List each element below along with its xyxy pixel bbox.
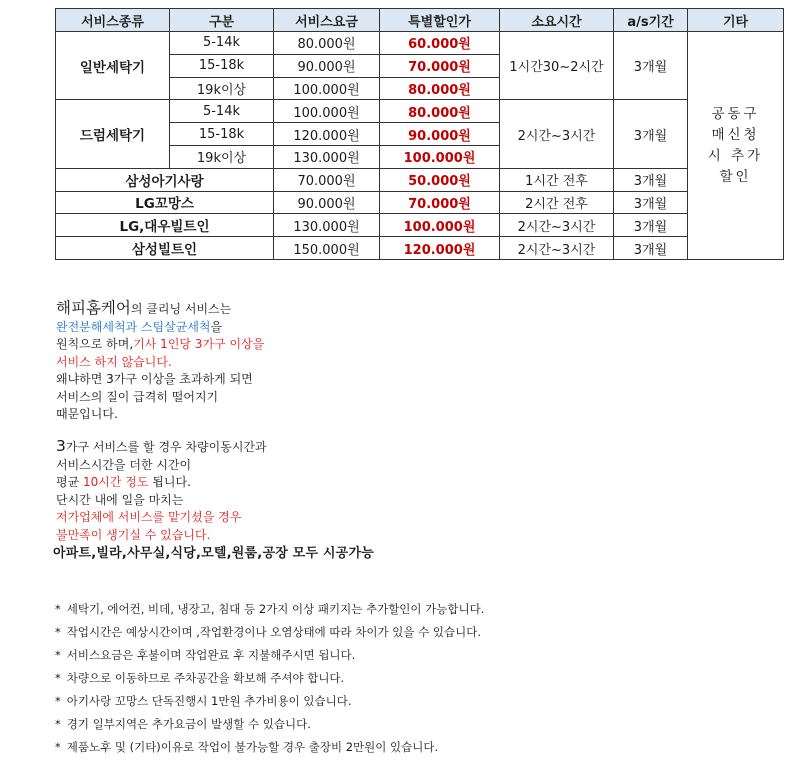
- asterisk-bullet: *: [55, 648, 61, 662]
- table-row: [56, 100, 784, 123]
- discount-cell: 70.000원: [380, 191, 500, 214]
- etc-cell: [688, 32, 784, 260]
- category-cell: 삼성아기사랑: [56, 168, 274, 191]
- size-cell: 15-18k: [170, 54, 274, 77]
- category-cell: 드럼세탁기: [56, 100, 170, 168]
- intro-paragraph: 해피홈케어의 클리닝 서비스는 완전분해세척과 스팀살균세척을 원칙으로 하며,기사 1인당 3가구 이상을 서비스 하지 않습니다. 왜냐하면 3가구 이상을 초과하게 되면 서비스의 질이 급격히 떨어지기 때문입니다.: [56, 299, 265, 421]
- category-cell: 일반세탁기: [56, 32, 170, 100]
- discount-cell: 120.000원: [380, 237, 500, 260]
- header-price: 서비스요금: [274, 9, 380, 32]
- as-period-cell: 3개월: [614, 191, 688, 214]
- asterisk-bullet: *: [55, 740, 61, 754]
- list-item: * 차량으로 이동하므로 주차공간을 확보해 주셔야 합니다.: [55, 671, 345, 685]
- header-as-period: a/s기간: [614, 9, 688, 32]
- category-cell: LG꼬망스: [56, 191, 274, 214]
- as-period-cell: 3개월: [614, 100, 688, 168]
- discount-cell: 100.000원: [380, 145, 500, 168]
- asterisk-bullet: *: [55, 671, 61, 685]
- highlight-red: 10시간 정도: [83, 475, 149, 489]
- table-header-row: [56, 9, 784, 32]
- table-row: [56, 191, 784, 214]
- category-cell: LG,대우빌트인: [56, 214, 274, 237]
- as-period-cell: 3개월: [614, 237, 688, 260]
- discount-cell: 80.000원: [380, 77, 500, 100]
- header-service-type: 서비스종류: [56, 9, 170, 32]
- header-size: 구분: [170, 9, 274, 32]
- table-row: [56, 237, 784, 260]
- table-row: [56, 168, 784, 191]
- highlight-red: 저가업체에 서비스를 맡기셨을 경우: [56, 510, 242, 524]
- price-cell: 150.000원: [274, 237, 380, 260]
- notes-list: [55, 598, 484, 759]
- discount-cell: 60.000원: [380, 32, 500, 55]
- list-item: * 서비스요금은 후불이며 작업완료 후 지불해주시면 됩니다.: [55, 648, 356, 662]
- table-row: [56, 32, 784, 55]
- discount-cell: 70.000원: [380, 54, 500, 77]
- size-cell: 5-14k: [170, 32, 274, 55]
- size-cell: 19k이상: [170, 77, 274, 100]
- list-item: * 세탁기, 에어컨, 비데, 냉장고, 침대 등 2가지 이상 패키지는 추가할인이 가능합니다.: [55, 602, 485, 616]
- header-discount: 특별할인가: [380, 9, 500, 32]
- list-item: * 제품노후 및 (기타)이유로 작업이 불가능할 경우 출장비 2만원이 있습니다.: [55, 740, 439, 754]
- price-table: [55, 8, 784, 260]
- category-cell: 삼성빌트인: [56, 237, 274, 260]
- etc-line: 시 추가: [707, 147, 764, 164]
- size-cell: 15-18k: [170, 123, 274, 146]
- etc-line: 할인: [719, 168, 752, 185]
- duration-cell: 2시간~3시간: [500, 100, 614, 168]
- etc-line: 공동구: [711, 105, 760, 122]
- duration-cell: 2시간 전후: [500, 191, 614, 214]
- list-item: * 작업시간은 예상시간이며 ,작업환경이나 오염상태에 따라 차이가 있을 수 있습니다.: [55, 625, 482, 639]
- list-item: * 경기 일부지역은 추가요금이 발생할 수 있습니다.: [55, 717, 311, 731]
- price-cell: 90.000원: [274, 54, 380, 77]
- asterisk-bullet: *: [55, 625, 61, 639]
- discount-cell: 90.000원: [380, 123, 500, 146]
- time-paragraph: 3가구 서비스를 할 경우 차량이동시간과 서비스시간을 더한 시간이 평균 10시간 정도 됩니다. 단시간 내에 일을 마치는 저가업체에 서비스를 맡기셨을 경우 불만족이 생기실 수 있습니다.: [56, 438, 267, 544]
- discount-cell: 50.000원: [380, 168, 500, 191]
- asterisk-bullet: *: [55, 602, 61, 616]
- discount-cell: 80.000원: [380, 100, 500, 123]
- price-cell: 130.000원: [274, 145, 380, 168]
- highlight-red: 서비스 하지 않습니다.: [56, 354, 172, 369]
- price-cell: 100.000원: [274, 77, 380, 100]
- duration-cell: 2시간~3시간: [500, 237, 614, 260]
- price-cell: 130.000원: [274, 214, 380, 237]
- list-item: * 아기사랑 꼬망스 단독진행시 1만원 추가비용이 있습니다.: [55, 694, 352, 708]
- venues-line: 아파트,빌라,사무실,식당,모텔,원룸,공장 모두 시공가능: [53, 546, 374, 561]
- size-cell: 5-14k: [170, 100, 274, 123]
- header-etc: 기타: [688, 9, 784, 32]
- highlight-red: 기사 1인당 3가구 이상을: [133, 337, 265, 351]
- brand-name: 해피홈케어: [56, 299, 131, 317]
- header-duration: 소요시간: [500, 9, 614, 32]
- asterisk-bullet: *: [55, 717, 61, 731]
- table-row: [56, 214, 784, 237]
- etc-line: 매신청: [711, 126, 760, 143]
- highlight-red: 불만족이 생기실 수 있습니다.: [56, 527, 211, 542]
- price-cell: 90.000원: [274, 191, 380, 214]
- price-cell: 80.000원: [274, 32, 380, 55]
- price-cell: 70.000원: [274, 168, 380, 191]
- duration-cell: 1시간 전후: [500, 168, 614, 191]
- price-cell: 100.000원: [274, 100, 380, 123]
- as-period-cell: 3개월: [614, 32, 688, 100]
- asterisk-bullet: *: [55, 694, 61, 708]
- highlight-blue: 완전분해세척과 스팀살균세척: [56, 319, 211, 334]
- duration-cell: 2시간~3시간: [500, 214, 614, 237]
- as-period-cell: 3개월: [614, 168, 688, 191]
- as-period-cell: 3개월: [614, 214, 688, 237]
- price-cell: 120.000원: [274, 123, 380, 146]
- discount-cell: 100.000원: [380, 214, 500, 237]
- duration-cell: 1시간30~2시간: [500, 32, 614, 100]
- size-cell: 19k이상: [170, 145, 274, 168]
